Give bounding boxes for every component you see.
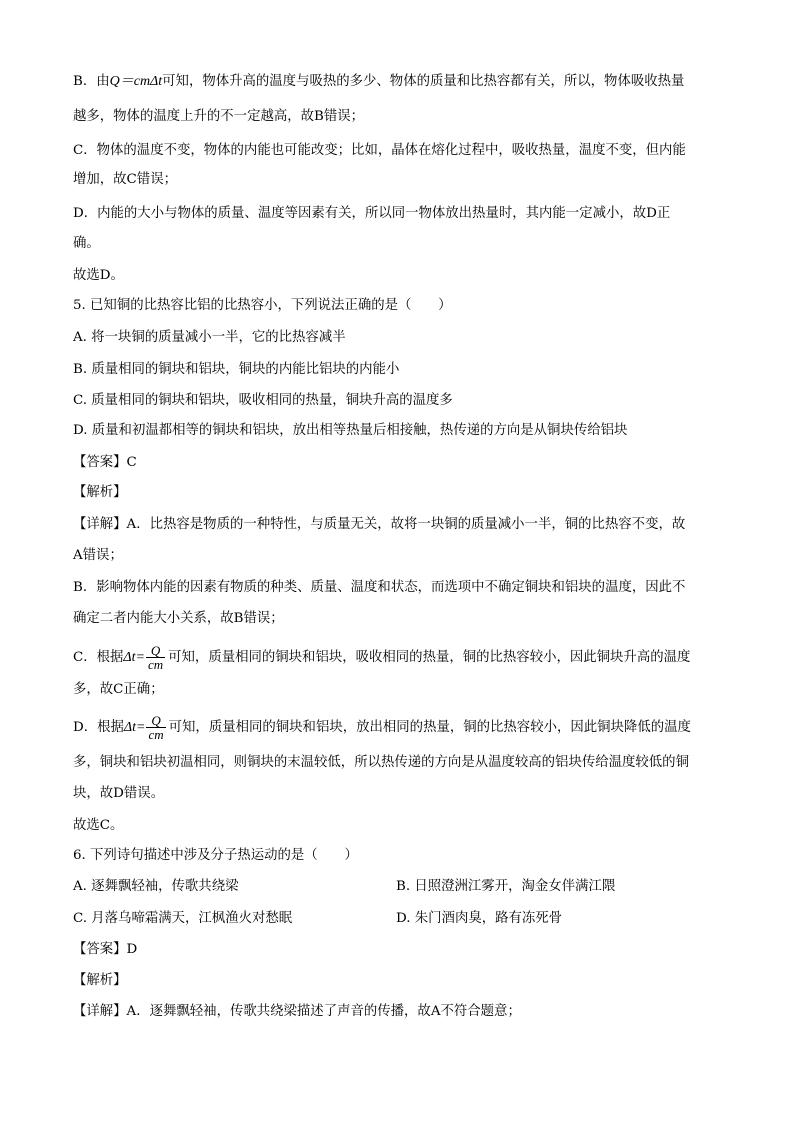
text-segment: 可知，质量相同的铜块和铝块，放出相同的热量，铜的比热容较小，因此铜块降低的温度: [168, 720, 691, 735]
text-line: 确定二者内能大小关系，故B错误；: [73, 611, 284, 626]
text-line: A错误；: [73, 548, 123, 563]
text-line: D．内能的大小与物体的质量、温度等因素有关，所以同一物体放出热量时，其内能一定减小，故D正: [73, 206, 671, 221]
question-5-option-c: C. 质量相同的铜块和铝块，吸收相同的热量，铜块升高的温度多: [73, 393, 453, 408]
fraction-denominator: cm: [147, 657, 164, 672]
text-segment: 可知，质量相同的铜块和铝块，吸收相同的热量，铜的比热容较小，因此铜块升高的温度: [168, 650, 691, 665]
question-5-answer: 【答案】C: [73, 455, 137, 470]
text-segment: 可知，物体升高的温度与吸热的多少、物体的质量和比热容都有关，所以，物体吸收热量: [162, 74, 685, 89]
question-6-options-row-2: [73, 909, 733, 929]
text-line: 块，故D错误。: [73, 786, 165, 801]
question-6-option-d: D. 朱门酒肉臭，路有冻死骨: [396, 911, 563, 926]
text-segment: C．根据: [73, 650, 124, 665]
text-line: 越多，物体的温度上升的不一定越高，故B错误；: [73, 109, 365, 124]
formula: Δt=: [123, 650, 145, 665]
text-line: 增加，故C错误；: [73, 172, 177, 187]
question-6-option-b: B. 日照澄洲江雾开，淘金女伴满江隈: [396, 879, 616, 894]
fraction-denominator: cm: [148, 727, 164, 742]
fraction: [146, 644, 165, 671]
text-segment: B．由: [73, 74, 110, 89]
text-line: C．物体的温度不变，物体的内能也可能改变；比如，晶体在熔化过程中，吸收热量，温度不变，但内能: [73, 143, 686, 158]
text-line: 确。: [73, 236, 100, 251]
question-6-option-a: A. 逐舞飘轻袖，传歌共绕梁: [73, 879, 239, 894]
question-6-option-c: C. 月落乌啼霜满天，江枫渔火对愁眠: [73, 911, 293, 926]
fraction-numerator: Q: [146, 714, 165, 728]
question-6-options-row-1: [73, 877, 733, 897]
text-line: B．影响物体内能的因素有物质的种类、质量、温度和状态，而选项中不确定铜块和铝块的温度，因此不: [73, 580, 686, 595]
text-line: 多，铜块和铝块初温相同，则铜块的末温较低，所以热传递的方向是从温度较高的铝块传给温度较低的铜: [73, 755, 689, 770]
question-5-option-d: D. 质量和初温都相等的铜块和铝块，放出相等热量后相接触，热传递的方向是从铜块传给铝块: [73, 423, 628, 438]
question-6-answer: 【答案】D: [73, 942, 138, 957]
text-line: [73, 642, 690, 674]
text-line: 故选D。: [73, 268, 124, 283]
text-line: 【详解】A．逐舞飘轻袖，传歌共绕梁描述了声音的传播，故A不符合题意；: [73, 1004, 521, 1019]
question-6-analysis-heading: 【解析】: [73, 973, 127, 988]
fraction: [146, 714, 165, 741]
text-line: 【详解】A．比热容是物质的一种特性，与质量无关，故将一块铜的质量减小一半，铜的比热容不变，故: [73, 517, 686, 532]
text-segment: D．根据: [73, 720, 124, 735]
question-6-stem: 6. 下列诗句描述中涉及分子热运动的是（ ）: [73, 848, 358, 863]
question-5-stem: 5. 已知铜的比热容比铝的比热容小，下列说法正确的是（ ）: [73, 298, 452, 313]
text-line: [73, 712, 691, 744]
formula: Q＝cmΔt: [109, 74, 163, 89]
question-5-analysis-heading: 【解析】: [73, 485, 127, 500]
fraction-numerator: Q: [146, 644, 165, 658]
text-line: 多，故C正确；: [73, 682, 164, 697]
formula: Δt=: [123, 720, 146, 735]
question-5-option-b: B. 质量相同的铜块和铝块，铜块的内能比铝块的内能小: [73, 362, 400, 377]
text-line: 故选C。: [73, 818, 124, 833]
question-5-option-a: A. 将一块铜的质量减小一半，它的比热容减半: [73, 330, 346, 345]
text-line: [73, 72, 684, 92]
